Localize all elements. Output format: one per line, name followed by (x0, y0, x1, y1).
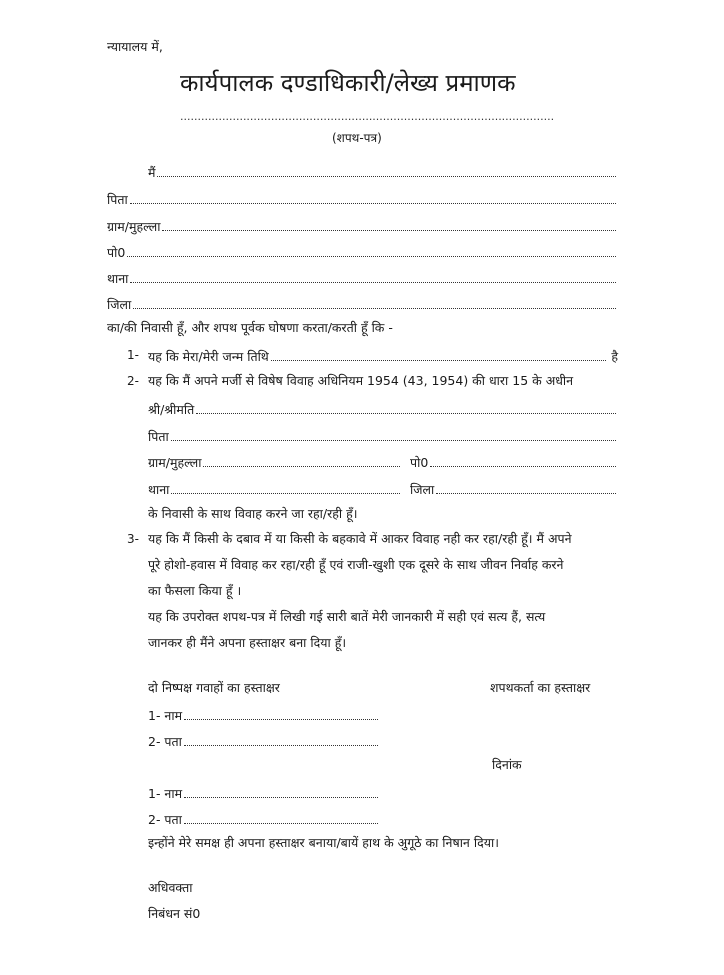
identifier-2-address-line[interactable] (148, 811, 378, 827)
point-2-end: के निवासी के साथ विवाह करने जा रहा/रही हूँ। (148, 506, 358, 521)
fill-line (157, 176, 616, 177)
father-label: पिता (107, 192, 128, 207)
spouse-father-label: पिता (148, 429, 169, 444)
point-4-line-2: जानकर ही मैंने अपना हस्ताक्षर बना दिया हूँ। (148, 635, 347, 650)
spouse-police-station-line[interactable] (148, 481, 400, 497)
fill-line (196, 413, 616, 414)
spouse-label: श्री/श्रीमति (148, 402, 195, 417)
deponent-signature-heading: शपथकर्ता का हस्ताक्षर (490, 680, 591, 695)
witness-1-name-line[interactable] (148, 707, 378, 723)
spouse-village-line[interactable] (148, 454, 400, 470)
identifier-1-name-line[interactable] (148, 785, 378, 801)
fill-line (184, 719, 378, 720)
court-heading: न्यायालय में, (107, 39, 163, 54)
district-label: जिला (107, 297, 132, 312)
registration-number-label: निबंधन सं0 (148, 906, 201, 921)
identifier-1-name-label: 1- नाम (148, 786, 183, 801)
declarant-village-line[interactable] (107, 218, 616, 234)
attestation-text: इन्होंने मेरे समक्ष ही अपना हस्ताक्षर बनाया/बायें हाथ के अुगूठे का निषान दिया। (148, 835, 499, 850)
identifier-2-address-label: 2- पता (148, 812, 182, 827)
spouse-post-label: पो0 (410, 455, 429, 470)
village-label: ग्राम/मुहल्ला (107, 219, 161, 234)
fill-line (171, 493, 400, 494)
point-3-line-3: का फैसला किया हूँ । (148, 583, 242, 598)
point-3-line-2: पूरे होशो-हवास में विवाह कर रहा/रही हूँ एवं राजी-खुशी एक दूसरे के साथ जीवन निर्वाह करने (148, 557, 564, 572)
fill-line (171, 440, 616, 441)
declarant-father-line[interactable] (107, 191, 616, 207)
birth-date-end: है (611, 349, 618, 364)
point-3-line-1: यह कि मैं किसी के दबाव में या किसी के बहकावे में आकर विवाह नही कर रहा/रही हूँ। मैं अपने (148, 531, 572, 546)
fill-line (184, 797, 378, 798)
witness-heading: दो निष्पक्ष गवाहों का हस्ताक्षर (148, 680, 280, 695)
birth-date-label: यह कि मेरा/मेरी जन्म तिथि (148, 349, 269, 364)
affidavit-label: (शपथ-पत्र) (332, 131, 382, 145)
declarant-police-station-line[interactable] (107, 270, 616, 286)
fill-line (133, 308, 616, 309)
fill-line (130, 282, 616, 283)
fill-line (436, 493, 616, 494)
spouse-district-label: जिला (410, 482, 435, 497)
spouse-district-line[interactable] (410, 481, 616, 497)
point-3-number: 3- (127, 532, 139, 546)
declarant-name-label: मैं (148, 165, 156, 180)
point-1-number: 1- (127, 348, 139, 362)
witness-1-name-label: 1- नाम (148, 708, 183, 723)
spouse-post-line[interactable] (410, 454, 616, 470)
witness-2-address-line[interactable] (148, 733, 378, 749)
fill-line (162, 230, 616, 231)
advocate-label: अधिवक्ता (148, 880, 193, 895)
post-label: पो0 (107, 245, 126, 260)
police-station-label: थाना (107, 271, 129, 286)
title-underline-dots: ........................................................................................................... (180, 110, 555, 123)
birth-date-line[interactable] (148, 348, 618, 364)
fill-line (203, 466, 400, 467)
fill-line (271, 360, 606, 361)
declarant-district-line[interactable] (107, 296, 616, 312)
declaration-text: का/की निवासी हूँ, और शपथ पूर्वक घोषणा करता/करती हूँ कि - (107, 320, 393, 335)
declarant-post-line[interactable] (107, 244, 616, 260)
fill-line (184, 745, 378, 746)
point-2-text: यह कि मैं अपने मर्जी से विषेष विवाह अधिनियम 1954 (43, 1954) की धारा 15 के अधीन (148, 373, 574, 388)
fill-line (184, 823, 378, 824)
date-label: दिनांक (492, 757, 522, 772)
spouse-name-line[interactable] (148, 401, 616, 417)
spouse-father-line[interactable] (148, 428, 616, 444)
document-title: कार्यपालक दण्डाधिकारी/लेख्य प्रमाणक (180, 69, 516, 97)
declarant-name-line[interactable] (148, 164, 616, 180)
spouse-village-label: ग्राम/मुहल्ला (148, 455, 202, 470)
fill-line (130, 203, 616, 204)
witness-2-address-label: 2- पता (148, 734, 182, 749)
point-4-line-1: यह कि उपरोक्त शपथ-पत्र में लिखी गई सारी बातें मेरी जानकारी में सही एवं सत्य हैं, सत्य (148, 609, 546, 624)
point-2-number: 2- (127, 374, 139, 388)
spouse-police-station-label: थाना (148, 482, 170, 497)
fill-line (127, 256, 616, 257)
fill-line (430, 466, 616, 467)
